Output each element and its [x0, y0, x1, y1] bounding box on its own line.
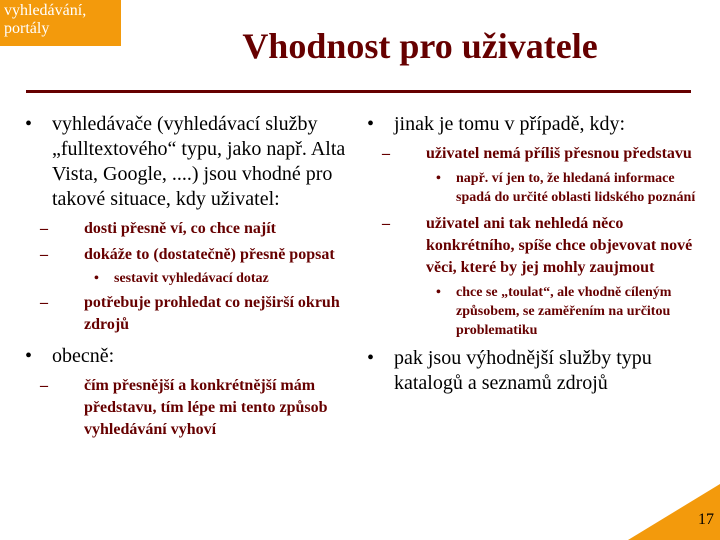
left-bullet-generally: • obecně:	[20, 344, 360, 369]
section-tag	[0, 0, 121, 46]
left-sub-knows-exactly: – dosti přesně ví, co chce najít	[40, 218, 360, 240]
right-sub-discover: – uživatel ani tak nehledá něco konkrétního, spíše chce objevovat nové věci, které by jej mohly zaujmout	[382, 213, 702, 279]
right-sub-vague-idea: – uživatel nemá příliš přesnou představu	[382, 143, 702, 165]
right-bullet-catalogs: • pak jsou výhodnější služby typu katalogů a seznamů zdrojů	[362, 346, 702, 396]
left-sub-more-precise: – čím přesnější a konkrétnější mám představu, tím lépe mi tento způsob vyhledávání vyhoví	[40, 375, 360, 441]
right-column	[362, 112, 702, 396]
left-column	[20, 112, 360, 441]
left-sub-widest-range: – potřebuje prohledat co nejširší okruh zdrojů	[40, 292, 360, 336]
right-bullet-otherwise: • jinak je tomu v případě, kdy:	[362, 112, 702, 137]
title-divider	[26, 90, 691, 93]
page-number: 17	[698, 511, 714, 528]
section-tag-line2: portály	[4, 20, 50, 37]
left-sub-can-describe: – dokáže to (dostatečně) přesně popsat	[40, 244, 360, 266]
left-subsub-build-query: • sestavit vyhledávací dotaz	[88, 269, 360, 288]
right-subsub-wander: • chce se „toulat“, ale vhodně cíleným způsobem, se zaměřením na určitou problematiku	[430, 283, 702, 340]
page-title: Vhodnost pro uživatele	[242, 26, 598, 66]
left-bullet-search-engines: • vyhledávače (vyhledávací služby „fulltextového“ typu, jako např. Alta Vista, Google, ....) jsou vhodné pro takové situace, kdy uživatel:	[20, 112, 360, 212]
section-tag-line1: vyhledávání,	[4, 2, 87, 19]
right-subsub-knows-area: • např. ví jen to, že hledaná informace spadá do určité oblasti lidského poznání	[430, 169, 702, 207]
